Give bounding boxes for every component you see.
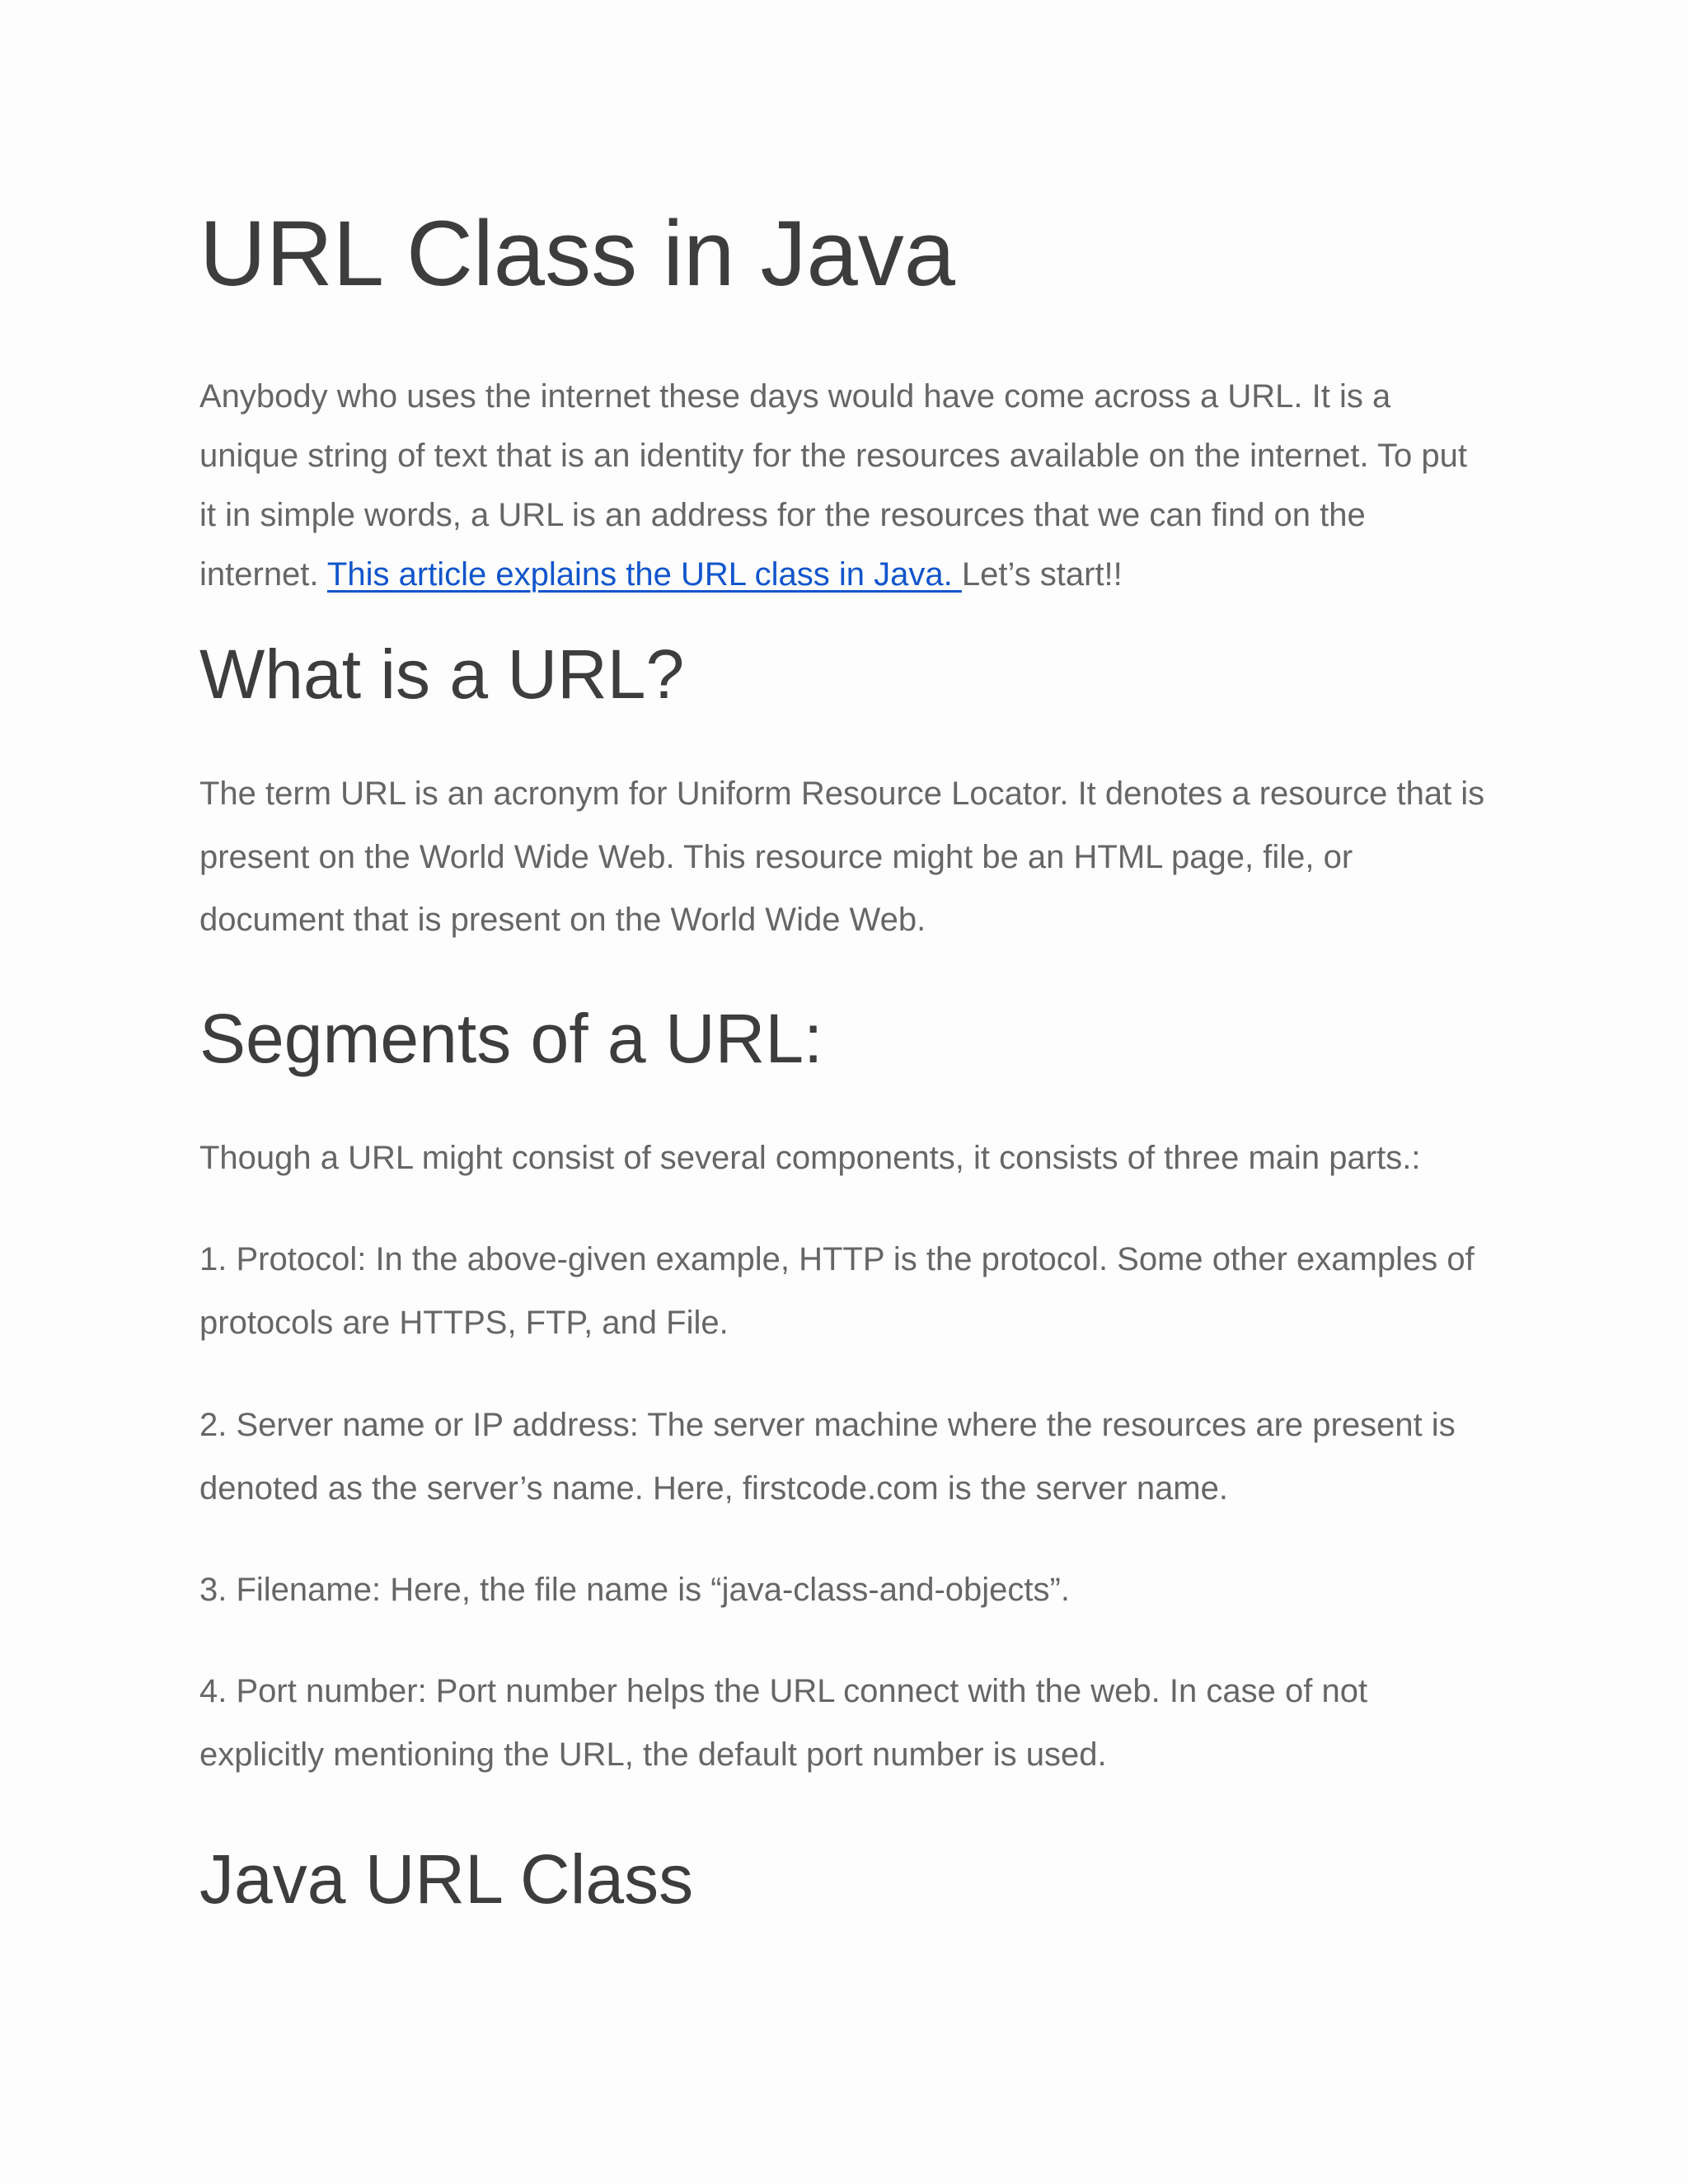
- section-heading-segments: Segments of a URL:: [199, 1000, 823, 1077]
- segment-item-protocol: 1. Protocol: In the above-given example, HTTP is the protocol. Some other examples of protocols are HTTPS, FTP, and File.: [199, 1241, 1475, 1341]
- article-link[interactable]: This article explains the URL class in Java.: [326, 556, 962, 593]
- segment-item-server-name: 2. Server name or IP address: The server machine where the resources are present is denoted as the server’s name. Here, firstcode.com is the server name.: [199, 1407, 1456, 1507]
- section-heading-java-url-class: Java URL Class: [199, 1840, 694, 1918]
- what-is-url-paragraph: The term URL is an acronym for Uniform Resource Locator. It denotes a resource that is present on the World Wide Web. This resource might be an HTML page, file, or document that is present on the World Wide Web.: [199, 776, 1485, 938]
- intro-text-end: Let’s start!!: [961, 556, 1123, 593]
- segment-item-filename: 3. Filename: Here, the file name is “java-class-and-objects”.: [199, 1572, 1070, 1608]
- segment-item-port-number: 4. Port number: Port number helps the URL connect with the web. In case of not explicitly mentioning the URL, the default port number is used.: [199, 1673, 1368, 1773]
- segments-intro-paragraph: Though a URL might consist of several components, it consists of three main parts.:: [199, 1140, 1421, 1176]
- page-title: URL Class in Java: [199, 202, 956, 305]
- intro-paragraph: [199, 367, 1485, 604]
- section-heading-what-is-url: What is a URL?: [199, 635, 685, 713]
- intro-text: Anybody who uses the internet these days would have come across a URL. It is a unique string of text that is an identity for the resources available on the internet. To put it in simple words, a URL is an address for the resources that we can find on the internet.: [199, 378, 1467, 593]
